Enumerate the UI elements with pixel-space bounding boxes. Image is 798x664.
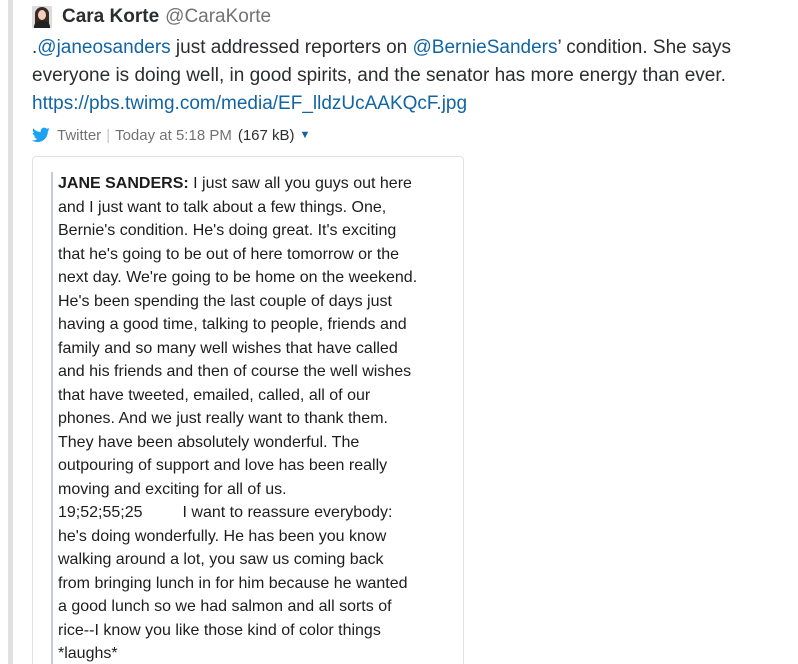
transcript-line: rice--I know you like those kind of color things	[58, 621, 381, 639]
message-quote-bar	[8, 0, 13, 664]
transcript-line: outpouring of support and love has been really	[58, 457, 388, 474]
attachment-preview[interactable]	[32, 156, 464, 664]
transcript-line: that have tweeted, emailed, called, all of our	[58, 386, 371, 404]
avatar-photo-icon[interactable]	[32, 6, 52, 28]
tweet-text-part1: just addressed reporters on	[170, 37, 413, 58]
mention-link-berniesanders[interactable]: @BernieSanders	[412, 37, 558, 58]
transcript-line: I just saw all you guys out here	[188, 175, 412, 192]
tweet-prefix: .	[32, 37, 38, 58]
transcript-line: He's been spending the last couple of days just	[58, 292, 392, 310]
transcript-line: walking around a lot, you saw us coming back	[58, 551, 384, 568]
transcript-margin-line	[51, 172, 53, 664]
transcript-line: 19;52;55;25 I want to reassure everybody:	[58, 504, 393, 521]
transcript-line: moving and exciting for all of us.	[58, 480, 287, 498]
attachment-meta	[32, 124, 310, 146]
service-name[interactable]: Twitter	[57, 126, 102, 144]
transcript-line: Bernie's condition. He's doing great. It's exciting	[58, 222, 397, 239]
transcript-line: he's doing wonderfully. He has been you know	[58, 527, 387, 545]
transcript-line: and I just want to talk about a few things. One,	[58, 198, 387, 216]
author-handle[interactable]: @CaraKorte	[165, 6, 272, 27]
chevron-down-icon[interactable]: ▼	[299, 129, 311, 141]
transcript-line: and his friends and then of course the well wishes	[58, 363, 412, 380]
message-header	[32, 5, 271, 29]
transcript-line: phones. And we just really want to thank them.	[58, 410, 388, 427]
transcript-line: from bringing lunch in for him because he wanted	[58, 574, 408, 592]
transcript-text	[58, 172, 458, 664]
tweet-text	[32, 34, 792, 118]
transcript-line: family and so many well wishes that have called	[58, 339, 398, 357]
author-name[interactable]: Cara Korte	[62, 6, 160, 27]
transcript-line: next day. We're going to be home on the weekend.	[58, 269, 418, 286]
file-size: (167 kB)	[237, 126, 295, 144]
media-url-link[interactable]: https://pbs.twimg.com/media/EF_lldzUcAAKQcF.jpg	[32, 93, 468, 114]
transcript-line: They have been absolutely wonderful. The	[58, 433, 360, 451]
speaker-label: JANE SANDERS:	[58, 175, 189, 192]
meta-separator: |	[106, 126, 111, 144]
tweet-text-part2: ’ condition. She says everyone is doing well, in good spirits, and the senator has more energy than ever.	[32, 37, 732, 86]
transcript-line: *laughs*	[58, 645, 118, 662]
mention-link-janeosanders[interactable]: @janeosanders	[37, 37, 171, 58]
transcript-line: a good lunch so we had salmon and all sorts of	[58, 598, 392, 615]
timestamp[interactable]: Today at 5:18 PM	[115, 126, 232, 144]
transcript-line: that he's going to be out of here tomorrow or the	[58, 245, 400, 263]
twitter-bird-icon	[32, 127, 50, 143]
transcript-line: having a good time, talking to people, friends and	[58, 316, 407, 333]
